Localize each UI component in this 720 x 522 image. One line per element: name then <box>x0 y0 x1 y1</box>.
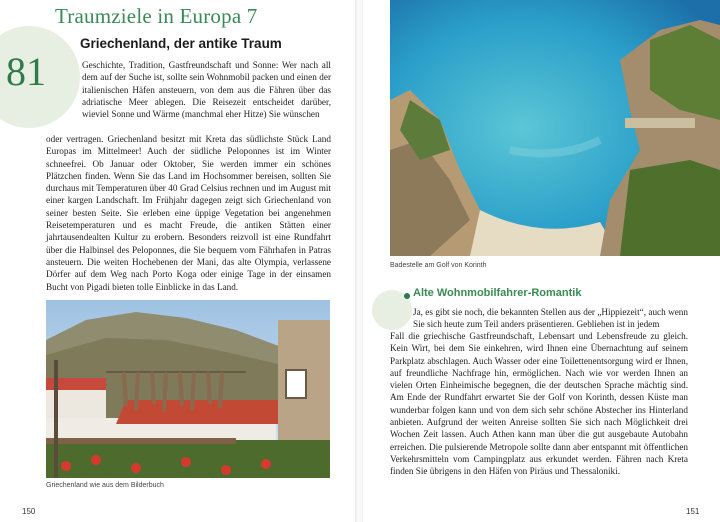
body-paragraph: oder vertragen. Griechenland besitzt mit Kreta das südlichste Stück Land Europas im Mittelmeer! Auch der südliche Peloponnes ist im Winter schneefrei. Ob Januar oder Oktober, Sie werden immer ein schönes Plätzchen finden. Wenn Sie das Land im Hochsommer bereisen, sollten Sie durchaus mit Temperaturen über 40 Grad Celsius rechnen und im August mit einer kargen Landschaft. Im Frühjahr dagegen zeigt sich Griechenland von seiner besten Seite. Sie erleben eine üppige Vegetation bei angenehmen Reisetemperaturen und es macht Freude, die antiken Stätten einer jahrtausendealten Kultur zu erobern. Besonders reizvoll ist eine Rundfahrt über die Halbinsel des Peloponnes, die Sie bequem vom Fährhafen in Patras ansteuern. Die weiten Hochebenen der Mani, das alte Olympia, verlassene Dörfer auf dem Weg nach Porto Koga oder einige Tage in der einsamen Bucht von Pigadi bieten tolle Einblicke in das Land. <box>46 134 331 292</box>
page-title: Traumziele in Europa 7 <box>55 4 258 28</box>
bay-illustration <box>390 0 720 256</box>
village-photo <box>46 300 330 478</box>
page-subtitle: Griechenland, der antike Traum <box>80 36 282 51</box>
right-page-number: 151 <box>686 507 700 516</box>
section-body-paragraph: Fall die griechische Gastfreundschaft, Lebensart und Lebensfreude zu gleich. Kein Wirt, bei dem Sie einkehren, wird Ihnen eine Übernachtung auf seinem Parkplatz abschlagen. Auch Wasser oder eine Toilettenentsorgung wird er Ihnen, auf freundliche Nachfrage hin, ermöglichen. Nach wie vor werden Ihnen an vielen Orten Einheimische begegnen, die der deutschen Sprache mächtig sind. Am Ende der Rundfahrt erwartet Sie der Golf von Korinth, dessen Küste man wunderbar folgen kann und von dem sich sehr schöne Abstecher ins Hinterland anbieten. Aufgrund der weiten Anreise sollten Sie sich nach Möglichkeit drei Wochen Zeit lassen. Auch Athen kann man über die gut ausgebaute Autobahn erreichen. Die pulsierende Metropole sollte dann aber entspannt mit öffentlichen Verkehrsmitteln vom Campingplatz aus erkundet werden. Fähren nach Kreta finden Sie übrigens in den Häfen von Piräus und Thessaloniki. <box>390 331 688 477</box>
village-illustration <box>46 300 330 478</box>
bay-photo <box>390 0 720 256</box>
bullet-icon <box>404 293 410 299</box>
section-heading: Alte Wohnmobilfahrer-Romantik <box>413 287 582 299</box>
book-gutter <box>355 0 363 522</box>
section-intro-paragraph: Ja, es gibt sie noch, die bekannten Stellen aus der „Hippiezeit“, auch wenn Sie sich heute zum Teil anders präsentieren. Geblieben ist in jedem <box>413 307 688 330</box>
left-photo-caption: Griechenland wie aus dem Bilderbuch <box>46 482 164 489</box>
right-photo-caption: Badestelle am Golf von Korinth <box>390 262 487 269</box>
left-page-number: 150 <box>22 507 36 516</box>
tour-number: 81 <box>6 49 46 94</box>
intro-paragraph: Geschichte, Tradition, Gastfreundschaft und Sonne: Wer nach all dem auf der Suche ist, sollte sein Wohnmobil packen und einen der italienischen Häfen ansteuern, von dem aus die Fähren über das adriatische Meer ablegen. Die Reisezeit entscheidet darüber, wieviel Sonne und Wärme (manchmal eher Hitze) Sie wünschen <box>82 60 331 120</box>
